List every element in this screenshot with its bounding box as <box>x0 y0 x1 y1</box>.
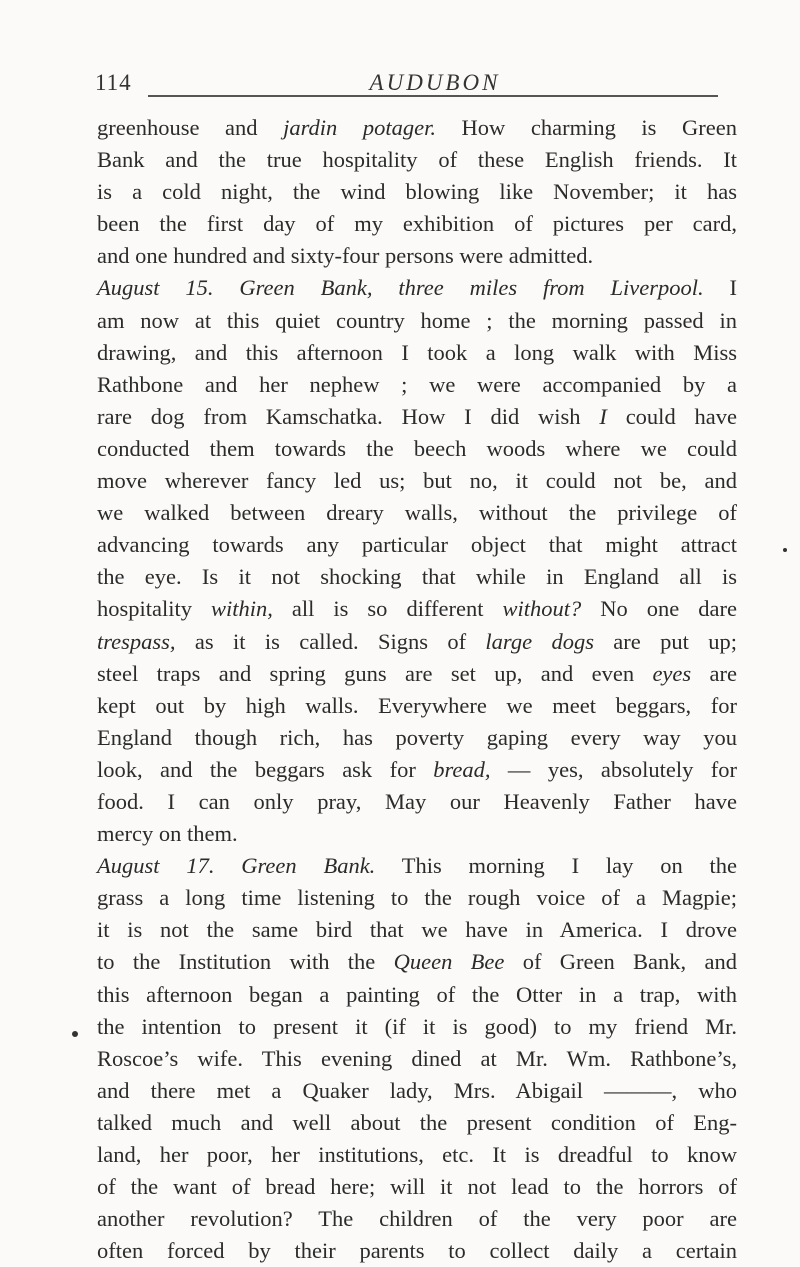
text-segment: often forced by their parents to collect daily a certain <box>97 1238 737 1264</box>
text-segment: I <box>599 403 607 429</box>
text-segment: This morning I lay on the <box>375 853 737 879</box>
text-line <box>97 1107 737 1139</box>
text-segment: is a cold night, the wind blowing like November; it has <box>97 179 737 205</box>
text-segment: Roscoe’s wife. This evening dined at Mr. Wm. Rathbone’s, <box>97 1045 737 1071</box>
text-segment: within, <box>211 596 273 622</box>
text-line <box>97 1203 737 1235</box>
text-segment: food. I can only pray, May our Heavenly Father have <box>97 788 737 814</box>
text-segment: bread, <box>433 756 491 782</box>
text-segment: look, and the beggars ask for <box>97 756 434 782</box>
text-line <box>97 1043 737 1075</box>
text-line <box>97 690 737 722</box>
text-segment: conducted them towards the beech woods where we could <box>97 435 737 461</box>
text-line <box>97 722 737 754</box>
text-segment: Queen Bee <box>393 949 505 975</box>
text-segment: eyes <box>652 660 692 686</box>
text-segment: another revolution? The children of the very poor are <box>97 1206 737 1232</box>
text-line <box>97 144 737 176</box>
text-segment: steel traps and spring guns are set up, and even <box>97 660 653 686</box>
text-segment: Bank and the true hospitality of these English friends. It <box>97 147 737 173</box>
text-line <box>97 1075 737 1107</box>
text-line <box>97 240 737 272</box>
text-line <box>97 1171 737 1203</box>
text-segment: the intention to present it (if it is good) to my friend Mr. <box>97 1013 737 1039</box>
text-segment: could have <box>606 403 737 429</box>
page-number: 114 <box>95 70 132 95</box>
text-line <box>97 433 737 465</box>
text-segment: move wherever fancy led us; but no, it could not be, and <box>97 468 737 494</box>
running-head: AUDUBON <box>369 70 501 95</box>
text-line <box>97 176 737 208</box>
text-segment: How charming is Green <box>435 115 737 140</box>
text-segment: and there met a Quaker lady, Mrs. Abigail ———, who <box>97 1077 737 1103</box>
text-segment: kept out by high walls. Everywhere we meet beggars, for <box>97 692 737 718</box>
text-segment: as it is called. Signs of <box>175 628 486 654</box>
text-segment: are put up; <box>593 628 737 654</box>
text-line <box>97 593 737 625</box>
text-segment: land, her poor, her institutions, etc. It is dreadful to know <box>97 1142 737 1167</box>
text-line <box>97 658 737 690</box>
text-segment: of Green Bank, and <box>504 949 737 975</box>
header-rule <box>148 95 718 97</box>
text-segment: talked much and well about the present condition of Eng- <box>97 1109 737 1135</box>
text-line <box>97 369 737 401</box>
text-line <box>97 208 737 240</box>
text-line <box>97 465 737 497</box>
text-segment: drawing, and this afternoon I took a long walk with Miss <box>97 339 737 365</box>
text-line <box>97 818 737 850</box>
text-segment: grass a long time listening to the rough voice of a Magpie; <box>97 885 737 911</box>
text-segment: hospitality <box>97 596 212 622</box>
text-line <box>97 914 737 946</box>
body-text <box>97 112 737 1267</box>
text-line <box>97 1139 737 1171</box>
text-line <box>97 882 737 914</box>
text-line <box>97 850 737 882</box>
text-segment: No one dare <box>581 596 737 622</box>
text-segment: trespass, <box>97 628 176 654</box>
text-line <box>97 529 737 561</box>
text-segment: been the first day of my exhibition of pictures per card, <box>97 211 737 237</box>
text-line <box>97 272 737 304</box>
text-segment: advancing towards any particular object that might attract <box>97 532 737 558</box>
text-segment: — yes, absolutely for <box>490 756 737 782</box>
margin-speck <box>72 1031 78 1037</box>
text-line <box>97 979 737 1011</box>
text-segment: without? <box>502 596 582 622</box>
margin-speck <box>783 548 787 552</box>
text-segment: mercy on them. <box>97 821 238 847</box>
text-segment: of the want of bread here; will it not lead to the horrors of <box>97 1174 737 1200</box>
text-line <box>97 1235 737 1267</box>
text-line <box>97 305 737 337</box>
text-line <box>97 626 737 658</box>
text-segment: rare dog from Kamschatka. How I did wish <box>97 403 600 429</box>
text-segment: all is so different <box>272 596 503 622</box>
text-segment: August 15. Green Bank, three miles from Liverpool. <box>97 275 704 301</box>
text-segment: and one hundred and sixty-four persons were admitted. <box>97 243 594 269</box>
text-line <box>97 337 737 369</box>
text-segment: this afternoon began a painting of the Otter in a trap, with <box>97 981 737 1007</box>
text-segment: large dogs <box>485 628 594 654</box>
text-segment: it is not the same bird that we have in America. I drove <box>97 917 737 943</box>
text-line <box>97 1011 737 1043</box>
text-line <box>97 497 737 529</box>
text-line <box>97 946 737 978</box>
text-line <box>97 561 737 593</box>
text-segment: are <box>691 660 737 686</box>
text-segment: to the Institution with the <box>97 949 394 975</box>
text-segment: am now at this quiet country home ; the morning passed in <box>97 307 737 333</box>
text-segment: England though rich, has poverty gaping every way you <box>97 724 737 750</box>
text-line <box>97 401 737 433</box>
text-segment: I <box>703 275 738 301</box>
text-segment: the eye. Is it not shocking that while in England all is <box>97 564 737 590</box>
page-header <box>95 70 775 102</box>
text-segment: Rathbone and her nephew ; we were accompanied by a <box>97 371 737 397</box>
text-segment: August 17. Green Bank. <box>97 853 376 879</box>
text-segment: jardin potager. <box>283 115 436 140</box>
text-segment: we walked between dreary walls, without the privilege of <box>97 500 737 526</box>
text-line <box>97 786 737 818</box>
text-line <box>97 754 737 786</box>
text-segment: greenhouse and <box>97 115 284 140</box>
text-line <box>97 112 737 144</box>
